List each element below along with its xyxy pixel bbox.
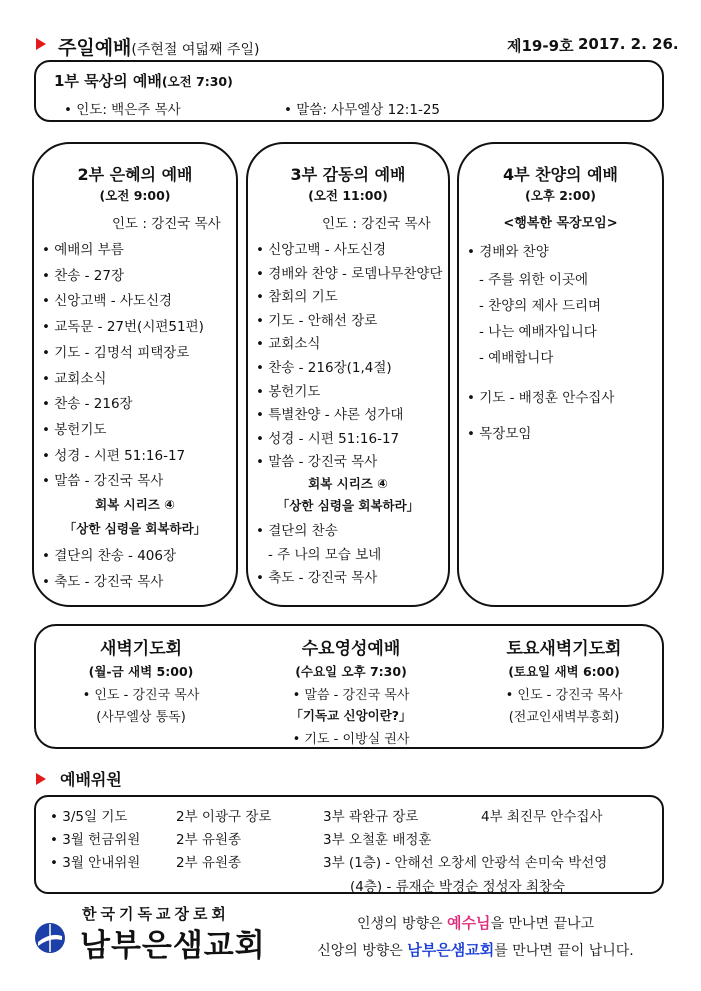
service1-box [34,60,664,122]
committee-cell: 3부 곽완규 장로 [323,809,419,825]
committee-cell: 2부 유원종 [176,855,242,871]
wed-line-3: • 기도 - 이방실 권사 [292,732,410,747]
service4-time: (오후 2:00) [524,188,597,203]
committee-cell: • 3월 헌금위원 [50,832,141,848]
order-item: • 말씀 - 강진국 목사 [42,473,164,490]
denomination-name: 한국기독교장로회 [82,905,230,923]
service2-box [32,142,238,607]
service3-time: (오전 11:00) [308,188,388,203]
order-item: • 참회의 기도 [256,289,338,306]
order-item: • 성경 - 시편 51:16-17 [42,447,186,464]
sat-time: (토요일 새벽 6:00) [508,664,620,679]
committee-cell: • 3월 안내위원 [50,855,141,871]
service4-box [457,142,664,607]
order-item: • 교회소식 [256,336,321,353]
order-item: • 찬송 - 27장 [42,267,125,284]
slogan2-post: 를 만나면 끝이 납니다. [494,943,634,959]
order-item: • 결단의 찬송 - 406장 [42,548,177,565]
order-item: • 신앙고백 - 사도신경 [256,242,387,258]
service2-title: 2부 은혜의 예배 [77,165,193,184]
slogan1-post: 을 만나면 끝나고 [490,916,595,932]
committee-cell: 2부 유원종 [176,832,242,848]
committee-cell: 3부 오철훈 배정훈 [323,832,432,848]
bullet-triangle-icon [36,38,46,50]
order-item: - 주를 위한 이곳에 [479,272,589,288]
weekday-box [34,624,664,749]
service4-title: 4부 찬양의 예배 [502,165,618,184]
sat-line-1: • 인도 - 강진국 목사 [505,688,623,703]
order-item: • 목장모임 [467,426,532,442]
dawn-line-2: (사무엘상 통독) [96,710,186,725]
order-item: • 특별찬양 - 샤론 성가대 [256,407,404,424]
bullet-triangle-icon [36,773,46,785]
sat-line-2: (전교인새벽부흥회) [508,710,620,725]
slogan1-pre: 인생의 방향은 [356,916,447,932]
service2-leader: 인도 : 강진국 목사 [112,216,221,232]
dawn-line-1: • 인도 - 강진국 목사 [82,688,200,703]
sermon-title: 「상한 심령을 회복하라」 [276,497,420,513]
sermon-series: 회복 시리즈 ④ [308,476,388,491]
order-item: • 신앙고백 - 사도신경 [42,293,173,310]
order-item: • 축도 - 강진국 목사 [42,574,164,591]
order-item: - 주 나의 모습 보네 [268,546,382,563]
order-item: • 교독문 - 27번(시편51편) [42,319,204,336]
sermon-title: 「상한 심령을 회복하라」 [63,520,207,536]
dawn-title: 새벽기도회 [99,639,183,659]
order-item: • 축도 - 강진국 목사 [256,570,378,587]
service1-title: 1부 묵상의 예배 [54,72,162,90]
order-item: • 예배의 부름 [42,242,124,258]
dawn-time: (월-금 새벽 5:00) [88,664,194,679]
order-item: • 찬송 - 216장 [42,396,133,413]
slogan1-highlight: 예수님 [446,914,491,932]
issue-number: 제19-9호 [507,37,574,55]
order-item: • 찬송 - 216장(1,4절) [256,360,392,376]
church-name: 남부은샘교회 [80,928,266,964]
service1-heading [54,70,233,91]
wed-line-1: • 말씀 - 강진국 목사 [292,688,410,703]
order-item: - 나는 예배자입니다 [479,324,597,340]
service3-leader: 인도 : 강진국 목사 [322,216,431,232]
order-item: • 경배와 찬양 - 로뎀나무찬양단 [256,265,443,282]
order-item: • 기도 - 김명석 피택장로 [42,344,190,361]
service2-time: (오전 9:00) [99,188,171,203]
order-item: • 봉헌기도 [256,383,321,400]
order-item: • 결단의 찬송 [256,523,338,540]
slogan-line-2 [0,939,701,960]
service3-title: 3부 감동의 예배 [290,165,406,184]
committee-box [34,795,664,894]
order-item: • 교회소식 [42,370,107,387]
service1-sermon: • 말씀: 사무엘상 12:1-25 [284,102,440,118]
title-text: 주일예배 [58,37,132,59]
issue-date: 2017. 2. 26. [578,35,679,53]
order-item: - 예배합니다 [479,350,554,366]
committee-heading: 예배위원 [60,770,122,789]
order-item: • 말씀 - 강진국 목사 [256,454,378,471]
order-item: • 봉헌기도 [42,421,107,438]
slogan2-pre: 신앙의 방향은 [317,943,408,959]
service3-box [246,142,450,607]
order-item: • 기도 - 배정훈 안수집사 [467,390,615,406]
service4-group: <행복한 목장모임> [503,216,618,231]
sat-title: 토요새벽기도회 [506,639,622,659]
committee-cell: 3부 (1층) - 안해선 오창세 안광석 손미숙 박선영 [323,855,608,871]
committee-cell: 4부 최진무 안수집사 [481,809,603,825]
order-item: • 경배와 찬양 [467,244,549,260]
subtitle-text: (주현절 여덟째 주일) [131,42,260,58]
wed-time: (수요일 오후 7:30) [295,664,407,679]
order-item: - 찬양의 제사 드리며 [479,298,602,314]
slogan2-highlight: 남부은샘교회 [407,941,495,959]
slogan-line-1 [0,912,701,933]
wed-title: 수요영성예배 [301,639,401,659]
sermon-series: 회복 시리즈 ④ [95,497,175,512]
order-item: • 기도 - 안해선 장로 [256,312,378,329]
service1-time: (오전 7:30) [161,74,233,89]
committee-cell: • 3/5일 기도 [50,809,128,825]
page-title [58,33,259,60]
committee-cell: 2부 이광구 장로 [176,809,272,825]
wed-line-2: 「기독교 신앙이란?」 [290,708,412,723]
order-item: • 성경 - 시편 51:16-17 [256,430,400,447]
service1-leader: • 인도: 백은주 목사 [64,102,181,118]
committee-row-4: (4층) - 류재순 박경순 정성자 최창숙 [350,879,565,895]
